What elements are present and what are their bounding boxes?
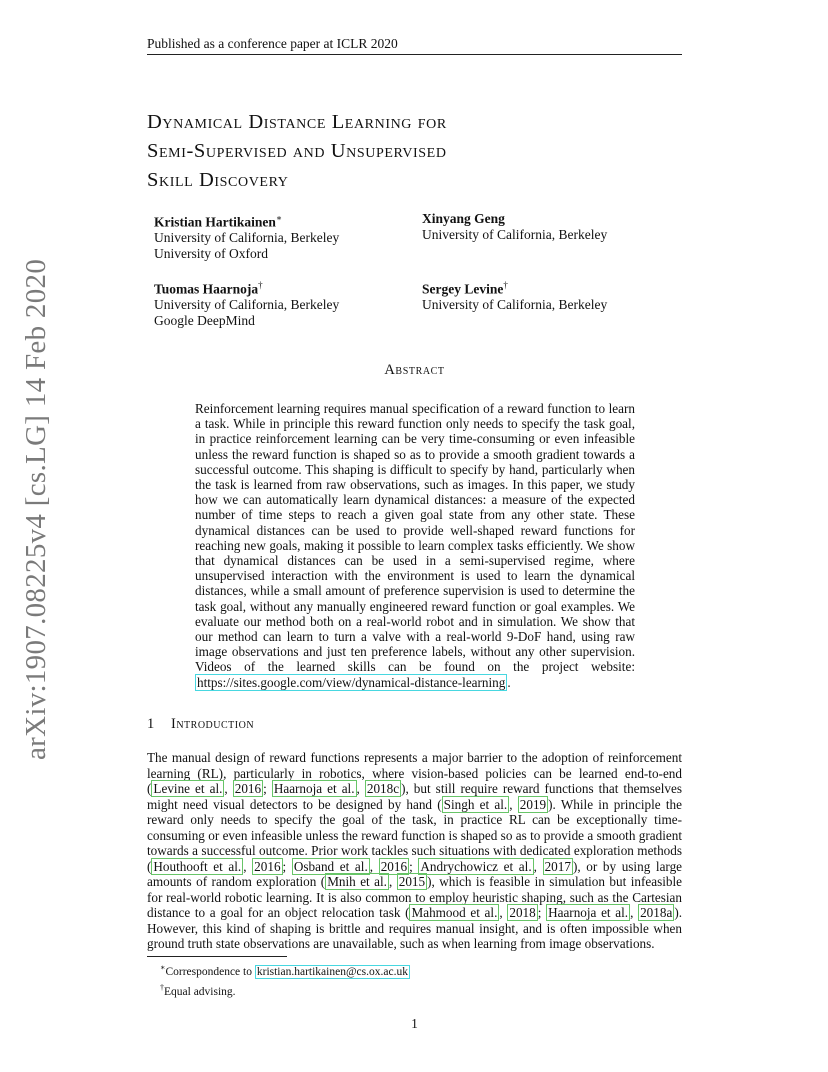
text-run: ; (282, 858, 292, 874)
author-affiliation: University of California, Berkeley (154, 297, 340, 312)
author-block-geng (422, 211, 607, 242)
text-run: , (630, 905, 639, 920)
footnote-mark: ∗ (160, 963, 166, 972)
text-run: ; (409, 858, 419, 874)
introduction-paragraph (147, 750, 682, 952)
email-link[interactable]: kristian.hartikainen@cs.ox.ac.uk (256, 965, 408, 978)
header-rule (147, 54, 682, 55)
author-name: Xinyang Geng (422, 211, 505, 226)
text-run: , (243, 858, 253, 874)
author-name: Kristian Hartikainen (154, 214, 276, 230)
citation-link[interactable]: Mnih et al. (327, 874, 387, 889)
citation-link[interactable]: 2016 (234, 781, 262, 796)
footnote-text: Correspondence to (165, 965, 255, 978)
author-name: Tuomas Haarnoja (154, 281, 259, 297)
citation-link[interactable]: 2018c (366, 781, 400, 796)
citation-link[interactable]: 2017 (544, 858, 571, 874)
project-website-link[interactable]: https://sites.google.com/view/dynamical-distance-learning (197, 674, 506, 690)
page-number: 1 (411, 1016, 418, 1031)
citation-link[interactable]: Haarnoja et al. (273, 781, 355, 796)
author-block-hartikainen (154, 211, 339, 261)
text-run: , (499, 905, 508, 920)
text-run: ). However, this kind of shaping is brittle and requires manual insight, and is often impossible when ground truth state observations are unavailable, such as when learning from image observations. (147, 905, 683, 951)
text-run: ; (537, 905, 547, 920)
title-line-1: Dynamical Distance Learning for (147, 111, 447, 133)
citation-link[interactable]: 2018 (509, 905, 536, 920)
citation-link[interactable]: 2019 (519, 796, 547, 812)
text-run: , (224, 781, 233, 796)
author-name: Sergey Levine (422, 281, 504, 297)
author-affiliation: University of California, Berkeley (154, 230, 340, 245)
footnote-text: Equal advising. (164, 985, 236, 998)
title-line-2: Semi-Supervised and Unsupervised (147, 140, 447, 162)
citation-link[interactable]: Singh et al. (443, 796, 508, 812)
text-run: ), but still require reward functions that themselves might need visual detectors to be designed by hand ( (147, 781, 683, 812)
abstract-text: Reinforcement learning requires manual specification of a reward function to learn a task. While in principle this reward function only needs to specify the task goal, in practice reinforcement learning can be very time-consuming or even infeasible unless the reward function is shaped so as to provide a smooth gradient towards a successful outcome. This shaping is difficult to specify by hand, particularly when the task is learned from raw observations, such as images. In this paper, we study how we can automatically learn dynamical distances: a measure of the expected number of time steps to reach a given goal state from any other state. These dynamical distances can be used to provide well-shaped reward functions for reaching new goals, making it possible to learn complex tasks efficiently. We show that dynamical distances can be used in a semi-supervised regime, where unsupervised interaction with the environment is used to learn the dynamical distances, while a small amount of preference supervision is used to determine the task goal, without any manually engineered reward function or goal examples. We evaluate our method both on a real-world robot and in simulation. We show that our method can learn to turn a valve with a real-world 9-DoF hand, using raw image observations and just ten preference labels, without any other supervision. Videos of the learned skills can be found on the project website: (195, 401, 635, 675)
author-affiliation: University of California, Berkeley (422, 297, 608, 312)
citation-link[interactable]: Osband et al. (293, 858, 368, 874)
abstract-heading: Abstract (384, 362, 445, 378)
running-head: Published as a conference paper at ICLR 2020 (147, 36, 398, 51)
citation-link[interactable]: Haarnoja et al. (548, 905, 629, 920)
footnote-equal-advising (160, 980, 410, 1000)
footnote-mark: † (160, 982, 164, 992)
citation-link[interactable]: Levine et al. (153, 781, 223, 796)
citation-link[interactable]: 2016 (380, 858, 408, 874)
citation-link[interactable]: Andrychowicz et al. (420, 858, 532, 874)
abstract-end: . (507, 674, 511, 690)
text-run: The manual design of reward functions represents a major barrier to the adoption of reinforcement learning (RL), particularly in robotics, where vision-based policies can be learned end-to-end ( (147, 750, 682, 796)
text-run: , (388, 874, 397, 889)
title-line-3: Skill Discovery (147, 169, 289, 191)
text-run: , (533, 858, 543, 874)
author-mark: ∗ (275, 213, 283, 223)
text-run: , (369, 858, 379, 874)
text-run: ), which is feasible in simulation but infeasible for real-world robotic learning. It is also common to employ heuristic shaping, such as the Cartesian distance to a goal for an object relocation task ( (147, 874, 682, 920)
footnote-rule (147, 956, 287, 957)
abstract-body (195, 401, 635, 690)
text-run: ). While in principle the reward only needs to specify the goal of the task, in practice RL can be exceptionally time-consuming or even infeasible unless the reward function is shaped so as to provide a smooth gradient towards a successful outcome. Prior work tackles such situations with dedicated exploration methods ( (147, 796, 682, 874)
citation-link[interactable]: 2018a (640, 905, 673, 920)
arxiv-stamp: arXiv:1907.08225v4 [cs.LG] 14 Feb 2020 (20, 258, 52, 760)
footnotes (160, 960, 410, 1000)
citation-link[interactable]: 2015 (398, 874, 426, 889)
author-block-levine (422, 278, 607, 313)
author-block-haarnoja (154, 278, 339, 328)
author-affiliation: Google DeepMind (154, 312, 255, 328)
text-run: ; (263, 781, 272, 796)
citation-link[interactable]: Mahmood et al. (411, 905, 498, 920)
footnote-correspondence (160, 960, 410, 980)
section-title: Introduction (171, 716, 255, 732)
paper-title (147, 108, 682, 195)
citation-link[interactable]: Houthooft et al. (153, 858, 242, 874)
author-affiliation: University of Oxford (154, 245, 268, 261)
author-affiliation: University of California, Berkeley (422, 226, 608, 242)
text-run: , (356, 781, 365, 796)
text-run: , (509, 796, 518, 812)
text-run: ), or by using large amounts of random exploration ( (147, 858, 683, 889)
section-number: 1 (147, 716, 155, 732)
author-mark: † (258, 280, 263, 290)
author-mark: † (503, 280, 508, 290)
section-heading-introduction (147, 716, 254, 733)
citation-link[interactable]: 2016 (254, 858, 281, 874)
